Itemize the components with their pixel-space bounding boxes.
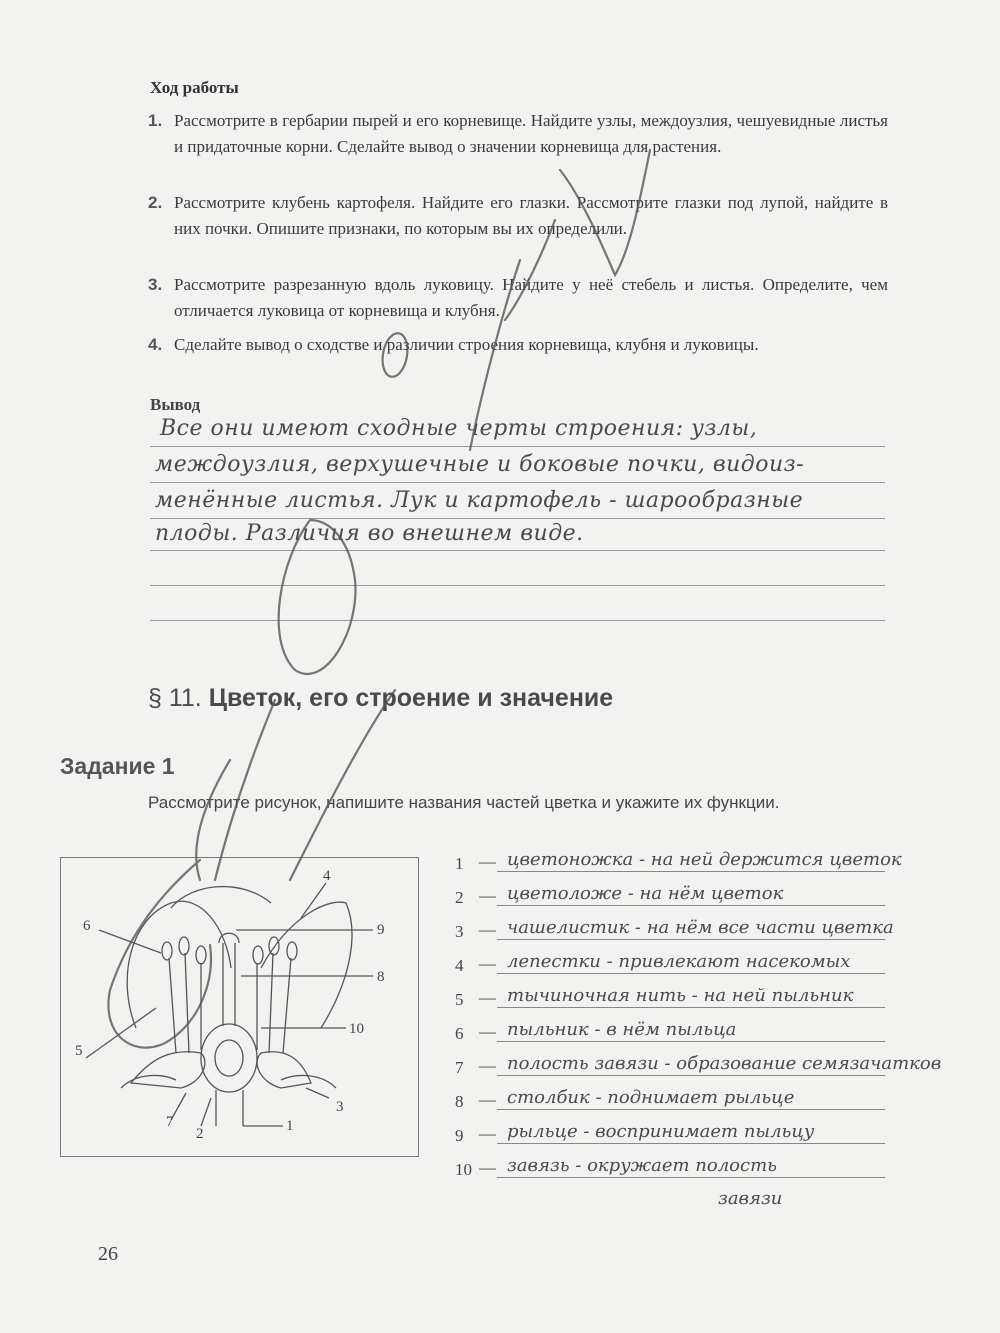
answer-handwritten: рыльце - воспринимает пыльцу [507, 1121, 815, 1142]
answer-dash: — [479, 988, 496, 1007]
answer-line [150, 585, 885, 586]
diagram-label: 4 [323, 868, 331, 884]
answer-row [455, 846, 905, 876]
answer-handwritten: лепестки - привлекают насекомых [507, 951, 851, 972]
step-number: 3. [148, 275, 163, 294]
step-text: Рассмотрите разрезанную вдоль луковицу. Найдите у неё стебель и листья. Определите, чем отличается луковица от корневища и клубня. [174, 275, 888, 320]
section-name: Цветок, его строение и значение [208, 684, 614, 712]
answer-dash: — [479, 954, 496, 973]
handwritten-conclusion-line: плоды. Различия во внешнем виде. [155, 521, 584, 546]
answer-line [497, 905, 885, 906]
answer-handwritten: завязь - окружает полость [507, 1155, 777, 1176]
diagram-label: 2 [196, 1126, 204, 1142]
handwritten-conclusion-line: междоузлия, верхушечные и боковые почки, видоиз- [155, 452, 805, 477]
answer-handwritten: столбик - поднимает рыльце [507, 1087, 795, 1108]
answer-row [455, 948, 905, 978]
answer-line [497, 1007, 885, 1008]
answer-line [150, 550, 885, 551]
answer-handwritten: чашелистик - на нём все части цветка [507, 917, 894, 938]
work-step [148, 332, 888, 358]
answer-line [150, 446, 885, 447]
answer-number: 6 [455, 1024, 464, 1043]
work-step [148, 108, 888, 160]
diagram-label: 7 [166, 1114, 174, 1130]
work-step [148, 272, 888, 324]
answer-row [455, 982, 905, 1012]
answer-line [497, 1143, 885, 1144]
answer-line [150, 518, 885, 519]
step-number: 4. [148, 335, 163, 354]
answer-number: 9 [455, 1126, 464, 1145]
answer-line [150, 620, 885, 621]
answer-handwritten: цветоножка - на ней держится цветок [507, 849, 902, 870]
task-title: Задание 1 [60, 753, 175, 779]
diagram-label: 1 [286, 1118, 294, 1134]
step-number: 2. [148, 193, 163, 212]
answer-number: 8 [455, 1092, 464, 1111]
step-number: 1. [148, 111, 163, 130]
answer-dash: — [479, 852, 496, 871]
answer-line [497, 871, 885, 872]
answer-dash: — [479, 1158, 496, 1177]
answer-row [455, 1016, 905, 1046]
diagram-label: 10 [349, 1021, 364, 1037]
answer-number: 10 [455, 1160, 472, 1179]
answer-line [497, 1177, 885, 1178]
answer-number: 4 [455, 956, 464, 975]
work-step [148, 190, 888, 242]
section-title [148, 684, 613, 713]
step-text: Рассмотрите клубень картофеля. Найдите его глазки. Рассмотрите глазки под лупой, найдите в них почки. Опишите признаки, по которым вы их определили. [174, 193, 888, 238]
answer-number: 1 [455, 854, 464, 873]
step-text: Рассмотрите в гербарии пырей и его корневище. Найдите узлы, междоузлия, чешуевидные листья и придаточные корни. Сделайте вывод о значении корневища для растения. [174, 111, 888, 156]
answer-line [497, 1075, 885, 1076]
diagram-label: 8 [377, 969, 385, 985]
answer-dash: — [479, 886, 496, 905]
answer-number: 7 [455, 1058, 464, 1077]
answer-number: 3 [455, 922, 464, 941]
page-number: 26 [98, 1243, 118, 1265]
diagram-label: 3 [336, 1099, 344, 1115]
conclusion-label: Вывод [150, 395, 201, 414]
answer-dash: — [479, 1022, 496, 1041]
step-text: Сделайте вывод о сходстве и различии строения корневища, клубня и луковицы. [174, 335, 759, 354]
diagram-label: 9 [377, 922, 385, 938]
answer-handwritten: тычиночная нить - на ней пыльник [507, 985, 854, 1006]
flower-diagram [60, 857, 419, 1157]
answer-line [150, 482, 885, 483]
answer-handwritten: пыльник - в нём пыльца [507, 1019, 737, 1040]
section-number: § 11. [148, 684, 202, 712]
answer-dash: — [479, 1056, 496, 1075]
flower-drawing [61, 858, 418, 1156]
answer-number: 2 [455, 888, 464, 907]
answer-row [455, 1118, 905, 1148]
answer-dash: — [479, 1090, 496, 1109]
answer-number: 5 [455, 990, 464, 1009]
diagram-label: 5 [75, 1043, 83, 1059]
handwritten-conclusion-line: Все они имеют сходные черты строения: узлы, [160, 416, 758, 441]
answer-dash: — [479, 1124, 496, 1143]
answer-handwritten-continuation: завязи [718, 1188, 783, 1209]
answer-row [455, 1050, 942, 1080]
answer-dash: — [479, 920, 496, 939]
answer-row [455, 1152, 905, 1182]
handwritten-conclusion-line: менённые листья. Лук и картофель - шарообразные [155, 488, 804, 513]
answer-handwritten: полость завязи - образование семязачатков [507, 1053, 942, 1074]
answer-line [497, 973, 885, 974]
answer-row [455, 914, 905, 944]
work-title: Ход работы [150, 78, 239, 97]
diagram-label: 6 [83, 918, 91, 934]
answer-line [497, 939, 885, 940]
answer-line [497, 1041, 885, 1042]
answer-row [455, 880, 905, 910]
task-text: Рассмотрите рисунок, напишите названия частей цветка и укажите их функции. [148, 793, 780, 812]
answer-row [455, 1084, 905, 1114]
answer-handwritten: цветоложе - на нём цветок [507, 883, 784, 904]
answer-line [497, 1109, 885, 1110]
